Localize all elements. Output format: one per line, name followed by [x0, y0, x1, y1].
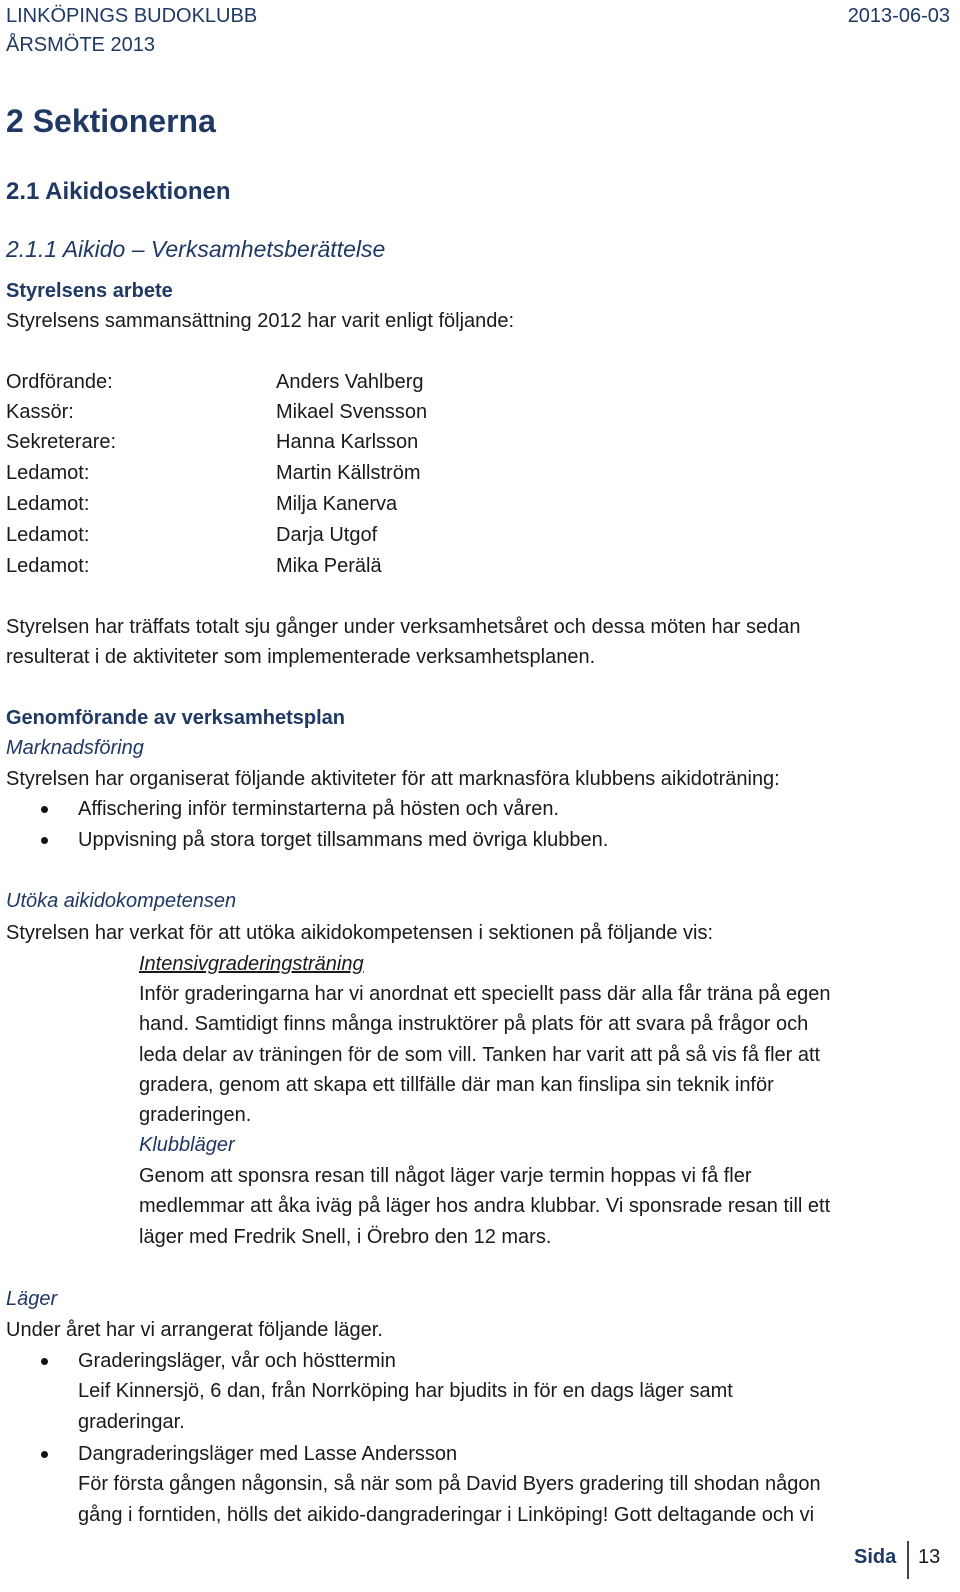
member-name: Milja Kanerva: [276, 493, 398, 515]
member-name: Anders Vahlberg: [276, 371, 424, 393]
header-date: 2013-06-03: [847, 5, 950, 27]
member-role: Ledamot:: [6, 462, 90, 484]
member-name: Hanna Karlsson: [276, 431, 419, 453]
member-name: Mika Perälä: [276, 555, 382, 577]
member-name: Martin Källström: [276, 462, 421, 484]
footer-page-number: 13: [918, 1546, 941, 1568]
member-role: Sekreterare:: [6, 431, 117, 453]
footer-divider: [907, 1541, 909, 1579]
footer-page-label: Sida: [854, 1546, 897, 1568]
club-camp-line: läger med Fredrik Snell, i Örebro den 12 mars.: [139, 1226, 552, 1248]
board-meetings-line: Styrelsen har träffats totalt sju gånger under verksamhetsåret och dessa möten har sedan: [6, 616, 801, 638]
subsubsection-heading: 2.1.1 Aikido – Verksamhetsberättelse: [6, 236, 386, 262]
camp-item-title: Dangraderingsläger med Lasse Andersson: [78, 1443, 458, 1465]
member-name: Mikael Svensson: [276, 401, 428, 423]
camps-intro: Under året har vi arrangerat följande läger.: [6, 1319, 383, 1341]
competence-title: Utöka aikidokompetensen: [6, 890, 237, 912]
club-camp-line: medlemmar att åka iväg på läger hos andra klubbar. Vi sponsrade resan till ett: [139, 1195, 831, 1217]
list-item: Uppvisning på stora torget tillsammans med övriga klubben.: [78, 829, 609, 851]
camp-item-line: För första gången någonsin, så när som på David Byers gradering till shodan någon: [78, 1473, 821, 1495]
bullet-icon: [41, 806, 48, 813]
header-org: LINKÖPINGS BUDOKLUBB: [6, 5, 258, 27]
camp-item-title: Graderingsläger, vår och hösttermin: [78, 1350, 396, 1372]
member-role: Ledamot:: [6, 555, 90, 577]
board-meetings-line: resulterat i de aktiviteter som implementerade verksamhetsplanen.: [6, 646, 596, 668]
intensive-training-line: Inför graderingarna har vi anordnat ett speciellt pass där alla får träna på egen: [139, 983, 831, 1005]
camps-title: Läger: [6, 1288, 58, 1310]
marketing-intro: Styrelsen har organiserat följande aktiviteter för att marknasföra klubbens aikidoträning:: [6, 768, 780, 790]
intensive-training-line: gradera, genom att skapa ett tillfälle där man kan finslipa sin teknik inför: [139, 1074, 774, 1096]
member-role: Kassör:: [6, 401, 74, 423]
marketing-title: Marknadsföring: [6, 737, 144, 759]
board-title: Styrelsens arbete: [6, 280, 173, 302]
board-intro: Styrelsens sammansättning 2012 har varit enligt följande:: [6, 310, 515, 332]
bullet-icon: [41, 1358, 48, 1365]
bullet-icon: [41, 837, 48, 844]
intensive-training-title: Intensivgraderingsträning: [139, 953, 364, 975]
member-role: Ordförande:: [6, 371, 113, 393]
club-camp-title: Klubbläger: [139, 1134, 235, 1156]
plan-title: Genomförande av verksamhetsplan: [6, 707, 346, 729]
header-meeting: ÅRSMÖTE 2013: [6, 34, 155, 56]
club-camp-line: Genom att sponsra resan till något läger varje termin hoppas vi få fler: [139, 1165, 752, 1187]
member-role: Ledamot:: [6, 524, 90, 546]
camp-item-line: graderingar.: [78, 1411, 185, 1433]
member-role: Ledamot:: [6, 493, 90, 515]
intensive-training-line: graderingen.: [139, 1104, 252, 1126]
camp-item-line: Leif Kinnersjö, 6 dan, från Norrköping har bjudits in för en dags läger samt: [78, 1380, 733, 1402]
subsection-heading: 2.1 Aikidosektionen: [6, 178, 231, 205]
bullet-icon: [41, 1451, 48, 1458]
intensive-training-line: leda delar av träningen för de som vill. Tanken har varit att på så vis få fler att: [139, 1044, 821, 1066]
section-heading: 2 Sektionerna: [6, 103, 216, 139]
intensive-training-line: hand. Samtidigt finns många instruktörer på plats för att svara på frågor och: [139, 1013, 809, 1035]
list-item: Affischering inför terminstarterna på hösten och våren.: [78, 798, 559, 820]
camp-item-line: gång i forntiden, hölls det aikido-dangraderingar i Linköping! Gott deltagande och vi: [78, 1504, 815, 1526]
member-name: Darja Utgof: [276, 524, 378, 546]
competence-intro: Styrelsen har verkat för att utöka aikidokompetensen i sektionen på följande vis:: [6, 922, 714, 944]
